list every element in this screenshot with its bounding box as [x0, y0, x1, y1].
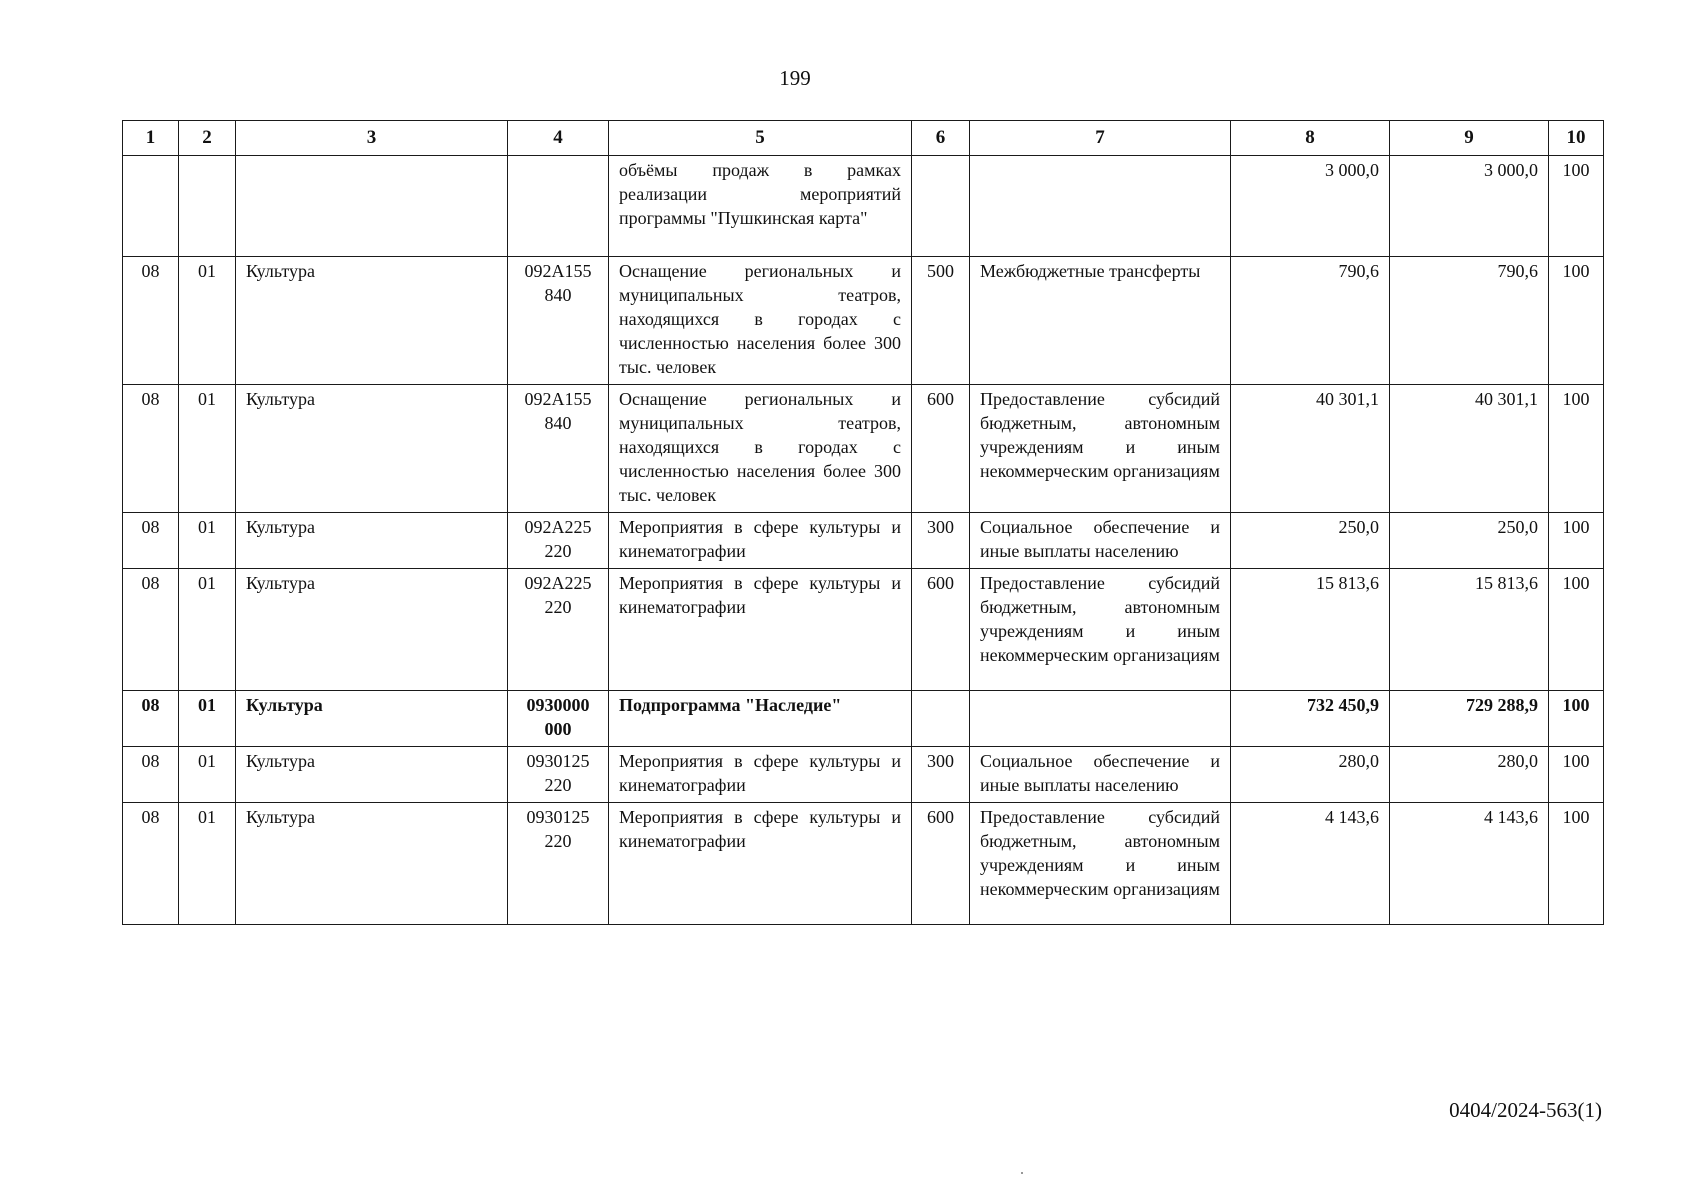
cell-section-name: Культура — [236, 569, 508, 691]
cell-expense-type-name — [970, 691, 1231, 747]
cell-expense-type — [912, 156, 970, 257]
table-row — [123, 513, 1604, 569]
cell-program-name: Мероприятия в сфере культуры и кинематографии — [609, 569, 912, 691]
cell-actual-amount: 3 000,0 — [1390, 156, 1549, 257]
cell-program-name: Оснащение региональных и муниципальных театров, находящихся в городах с численностью населения более 300 тыс. человек — [609, 385, 912, 513]
header-cell: 2 — [179, 121, 236, 156]
cell-subsection: 01 — [179, 513, 236, 569]
table-row — [123, 569, 1604, 691]
cell-section: 08 — [123, 513, 179, 569]
cell-section: 08 — [123, 803, 179, 925]
cell-subsection: 01 — [179, 803, 236, 925]
cell-actual-amount: 4 143,6 — [1390, 803, 1549, 925]
cell-expense-type-name: Социальное обеспечение и иные выплаты населению — [970, 747, 1231, 803]
cell-actual-amount: 729 288,9 — [1390, 691, 1549, 747]
cell-planned-amount: 280,0 — [1231, 747, 1390, 803]
cell-expense-type-name: Социальное обеспечение и иные выплаты населению — [970, 513, 1231, 569]
cell-expense-type: 500 — [912, 257, 970, 385]
header-cell: 3 — [236, 121, 508, 156]
cell-planned-amount: 732 450,9 — [1231, 691, 1390, 747]
cell-program-name: Мероприятия в сфере культуры и кинематографии — [609, 803, 912, 925]
cell-expense-type: 600 — [912, 803, 970, 925]
cell-target-article: 0930125 220 — [508, 803, 609, 925]
cell-section — [123, 156, 179, 257]
cell-program-name: Мероприятия в сфере культуры и кинематографии — [609, 513, 912, 569]
cell-section-name: Культура — [236, 513, 508, 569]
cell-subsection: 01 — [179, 257, 236, 385]
cell-percent: 100 — [1549, 569, 1604, 691]
cell-percent: 100 — [1549, 691, 1604, 747]
cell-program-name: Подпрограмма "Наследие" — [609, 691, 912, 747]
cell-target-article: 092А155 840 — [508, 257, 609, 385]
cell-percent: 100 — [1549, 156, 1604, 257]
cell-subsection: 01 — [179, 385, 236, 513]
cell-percent: 100 — [1549, 385, 1604, 513]
header-cell: 6 — [912, 121, 970, 156]
scan-speck — [1021, 1172, 1023, 1174]
cell-actual-amount: 40 301,1 — [1390, 385, 1549, 513]
header-cell: 10 — [1549, 121, 1604, 156]
cell-subsection: 01 — [179, 569, 236, 691]
cell-target-article — [508, 156, 609, 257]
cell-section-name: Культура — [236, 747, 508, 803]
table-row — [123, 747, 1604, 803]
table-row — [123, 257, 1604, 385]
cell-percent: 100 — [1549, 257, 1604, 385]
cell-expense-type-name: Предоставление субсидий бюджетным, автономным учреждениям и иным некоммерческим организациям — [970, 803, 1231, 925]
table-header-row — [123, 121, 1604, 156]
cell-section: 08 — [123, 747, 179, 803]
cell-program-name: объёмы продаж в рамках реализации мероприятий программы "Пушкинская карта" — [609, 156, 912, 257]
header-cell: 8 — [1231, 121, 1390, 156]
header-cell: 9 — [1390, 121, 1549, 156]
document-code: 0404/2024-563(1) — [1449, 1098, 1602, 1122]
cell-target-article: 092А225 220 — [508, 513, 609, 569]
cell-program-name: Оснащение региональных и муниципальных театров, находящихся в городах с численностью населения более 300 тыс. человек — [609, 257, 912, 385]
cell-expense-type-name: Предоставление субсидий бюджетным, автономным учреждениям и иным некоммерческим организациям — [970, 569, 1231, 691]
cell-section-name: Культура — [236, 257, 508, 385]
table-row — [123, 691, 1604, 747]
cell-target-article: 0930125 220 — [508, 747, 609, 803]
cell-expense-type: 300 — [912, 513, 970, 569]
cell-section: 08 — [123, 691, 179, 747]
cell-planned-amount: 250,0 — [1231, 513, 1390, 569]
cell-section: 08 — [123, 257, 179, 385]
cell-expense-type-name — [970, 156, 1231, 257]
cell-expense-type — [912, 691, 970, 747]
cell-percent: 100 — [1549, 747, 1604, 803]
cell-actual-amount: 790,6 — [1390, 257, 1549, 385]
header-cell: 7 — [970, 121, 1231, 156]
table-row — [123, 385, 1604, 513]
budget-table — [122, 120, 1604, 925]
cell-target-article: 092А225 220 — [508, 569, 609, 691]
cell-section: 08 — [123, 385, 179, 513]
cell-expense-type: 300 — [912, 747, 970, 803]
table-row — [123, 803, 1604, 925]
cell-actual-amount: 250,0 — [1390, 513, 1549, 569]
cell-planned-amount: 4 143,6 — [1231, 803, 1390, 925]
table-body — [123, 156, 1604, 925]
cell-section-name: Культура — [236, 691, 508, 747]
cell-subsection: 01 — [179, 747, 236, 803]
cell-percent: 100 — [1549, 803, 1604, 925]
cell-planned-amount: 3 000,0 — [1231, 156, 1390, 257]
cell-expense-type-name: Предоставление субсидий бюджетным, автономным учреждениям и иным некоммерческим организациям — [970, 385, 1231, 513]
cell-actual-amount: 15 813,6 — [1390, 569, 1549, 691]
cell-actual-amount: 280,0 — [1390, 747, 1549, 803]
header-cell: 1 — [123, 121, 179, 156]
cell-section-name: Культура — [236, 385, 508, 513]
header-cell: 4 — [508, 121, 609, 156]
cell-subsection — [179, 156, 236, 257]
cell-target-article: 0930000 000 — [508, 691, 609, 747]
cell-expense-type: 600 — [912, 385, 970, 513]
cell-program-name: Мероприятия в сфере культуры и кинематографии — [609, 747, 912, 803]
cell-planned-amount: 40 301,1 — [1231, 385, 1390, 513]
cell-section-name — [236, 156, 508, 257]
cell-percent: 100 — [1549, 513, 1604, 569]
cell-section: 08 — [123, 569, 179, 691]
cell-section-name: Культура — [236, 803, 508, 925]
cell-planned-amount: 15 813,6 — [1231, 569, 1390, 691]
page-number: 199 — [779, 66, 811, 90]
cell-target-article: 092А155 840 — [508, 385, 609, 513]
table-row — [123, 156, 1604, 257]
cell-planned-amount: 790,6 — [1231, 257, 1390, 385]
cell-expense-type-name: Межбюджетные трансферты — [970, 257, 1231, 385]
cell-expense-type: 600 — [912, 569, 970, 691]
header-cell: 5 — [609, 121, 912, 156]
cell-subsection: 01 — [179, 691, 236, 747]
